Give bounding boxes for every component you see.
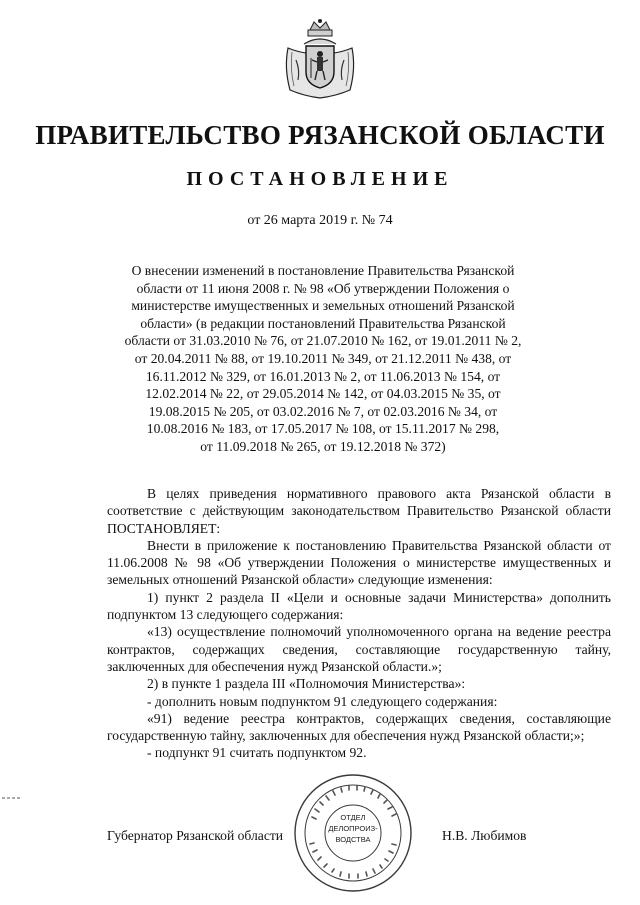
- stamp-line: ОТДЕЛ: [340, 813, 366, 822]
- signatory-title: Губернатор Рязанской области: [107, 828, 284, 843]
- body-paragraph: «91) ведение реестра контрактов, содержащих сведения, составляющие государственную тайну, заключенных для обеспечения нужд Рязанской области;»;: [107, 710, 611, 744]
- subject-line: области от 31.03.2010 № 76, от 21.07.2010 № 162, от 19.01.2011 № 2,: [124, 333, 522, 349]
- document-date-number: от 26 марта 2019 г. № 74: [247, 213, 393, 228]
- subject-line: области от 11 июня 2008 г. № 98 «Об утверждении Положения о: [136, 280, 510, 296]
- body-paragraph: 2) в пункте 1 раздела III «Полномочия Министерства»:: [147, 676, 466, 692]
- document-type: ПОСТАНОВЛЕНИЕ: [186, 168, 454, 190]
- subject-line: О внесении изменений в постановление Правительства Рязанской: [131, 263, 515, 278]
- coat-of-arms-icon: [282, 18, 358, 100]
- body-paragraph: «13) осуществление полномочий уполномоченного органа на ведение реестра контрактов, содержащих сведения, составляющие государственную тайну, заключенных для обеспечения нужд Рязанской области.»;: [107, 624, 611, 674]
- subject-line: 12.02.2014 № 22, от 29.05.2014 № 142, от 04.03.2015 № 35, от: [145, 386, 501, 402]
- subject-line: министерстве имущественных и земельных отношений Рязанской: [131, 298, 515, 314]
- subject-line: 19.08.2015 № 205, от 03.02.2016 № 7, от 02.03.2016 № 34, от: [148, 403, 498, 419]
- body-paragraph: - дополнить новым подпунктом 91 следующего содержания:: [147, 693, 498, 709]
- stamp-text: [326, 812, 380, 845]
- document-body: [107, 485, 611, 762]
- stamp-line: ВОДСТВА: [335, 835, 371, 844]
- subject-line: 10.08.2016 № 183, от 17.05.2017 № 108, от 15.11.2017 № 298,: [146, 421, 500, 437]
- subject-line: от 20.04.2011 № 88, от 19.10.2011 № 349, от 21.12.2011 № 438, от: [134, 350, 512, 366]
- document-subject: [108, 262, 538, 456]
- signatory-name: Н.В. Любимов: [442, 828, 527, 843]
- stamp-line: ДЕЛОПРОИЗ-: [328, 824, 378, 833]
- body-paragraph: В целях приведения нормативного правового акта Рязанской области в соответствие с действующим законодательством Правительство Рязанской области ПОСТАНОВЛЯЕТ:: [107, 486, 611, 536]
- organization-title: ПРАВИТЕЛЬСТВО РЯЗАНСКОЙ ОБЛАСТИ: [35, 120, 605, 150]
- margin-mark: [0, 796, 22, 800]
- subject-line: области» (в редакции постановлений Правительства Рязанской: [140, 315, 506, 331]
- body-paragraph: Внести в приложение к постановлению Правительства Рязанской области от 11.06.2008 № 98 «Об утверждении Положения о министерстве имущественных и земельных отношений Рязанской области» следующие изменения:: [107, 537, 611, 588]
- body-paragraph: 1) пункт 2 раздела II «Цели и основные задачи Министерства» дополнить подпунктом 13 следующего содержания:: [107, 589, 611, 623]
- body-paragraph: - подпункт 91 считать подпунктом 92.: [147, 745, 367, 761]
- subject-line: 16.11.2012 № 329, от 16.01.2013 № 2, от 11.06.2013 № 154, от: [145, 368, 501, 384]
- subject-line: от 11.09.2018 № 265, от 19.12.2018 № 372): [200, 438, 446, 454]
